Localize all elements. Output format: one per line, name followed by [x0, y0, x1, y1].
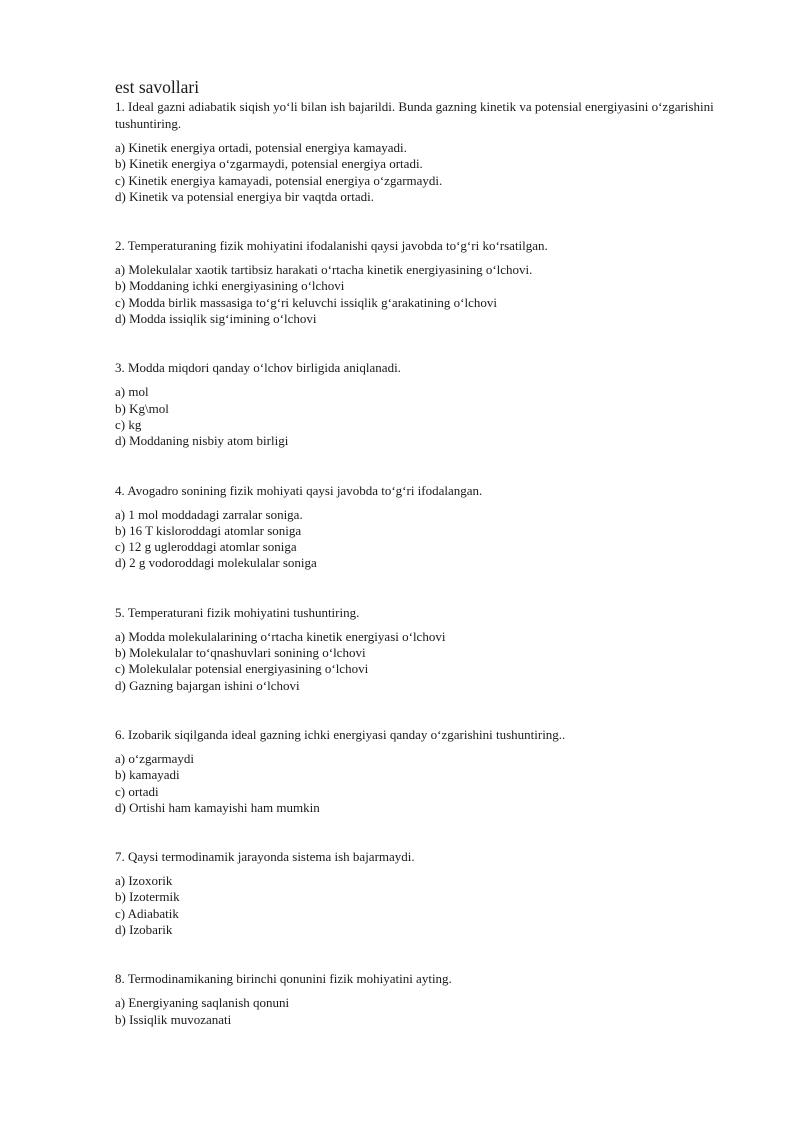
answer-option: a) Energiyaning saqlanish qonuni: [115, 995, 290, 1011]
answer-option: a) 1 mol moddadagi zarralar soniga.: [115, 506, 303, 522]
answer-options: [115, 995, 715, 1028]
question-spacer: [115, 450, 715, 482]
answer-options: [115, 140, 715, 205]
document-page: [115, 76, 715, 1028]
question-text: 2. Temperaturaning fizik mohiyatini ifodalanishi qaysi javobda to‘g‘ri ko‘rsatilgan.: [115, 238, 548, 254]
answer-option: c) Kinetik energiya kamayadi, potensial energiya o‘zgarmaydi.: [115, 172, 443, 188]
answer-option: c) Modda birlik massasiga to‘g‘ri keluvchi issiqlik g‘arakatining o‘lchovi: [115, 294, 497, 310]
answer-option: d) Izobarik: [115, 922, 173, 938]
answer-option: b) 16 T kisloroddagi atomlar soniga: [115, 522, 302, 538]
question-block: [115, 970, 715, 1028]
answer-options: [115, 751, 715, 816]
answer-option: b) Molekulalar to‘qnashuvlari sonining o‘lchovi: [115, 645, 366, 661]
answer-option: d) 2 g vodoroddagi molekulalar soniga: [115, 555, 317, 571]
question-spacer: [115, 816, 715, 848]
answer-option: b) Issiqlik muvozanati: [115, 1011, 232, 1027]
answer-options: [115, 262, 715, 327]
question-text: 4. Avogadro sonining fizik mohiyati qaysi javobda to‘g‘ri ifodalangan.: [115, 482, 483, 498]
question-text: 3. Modda miqdori qanday o‘lchov birligida aniqlanadi.: [115, 360, 401, 376]
question-block: [115, 482, 715, 572]
question-block: [115, 98, 715, 205]
answer-options: [115, 873, 715, 938]
answer-option: a) Modda molekulalarining o‘rtacha kinetik energiyasi o‘lchovi: [115, 628, 446, 644]
question-block: [115, 848, 715, 938]
question-spacer: [115, 205, 715, 237]
document-title: est savollari: [115, 77, 200, 97]
answer-option: d) Kinetik va potensial energiya bir vaqtda ortadi.: [115, 188, 374, 204]
answer-option: a) mol: [115, 384, 149, 400]
answer-option: b) Kg\mol: [115, 400, 169, 416]
answer-option: b) kamayadi: [115, 767, 180, 783]
question-block: [115, 604, 715, 694]
question-list: [115, 98, 715, 1028]
question-spacer: [115, 572, 715, 604]
question-text: 6. Izobarik siqilganda ideal gazning ichki energiyasi qanday o‘zgarishini tushuntiring..: [115, 726, 566, 742]
answer-option: c) Adiabatik: [115, 905, 179, 921]
question-spacer: [115, 938, 715, 970]
answer-option: a) Molekulalar xaotik tartibsiz harakati o‘rtacha kinetik energiyasining o‘lchovi.: [115, 262, 533, 278]
answer-option: d) Modda issiqlik sig‘imining o‘lchovi: [115, 311, 317, 327]
answer-option: b) Moddaning ichki energiyasining o‘lchovi: [115, 278, 345, 294]
question-spacer: [115, 327, 715, 359]
question-block: [115, 359, 715, 449]
answer-options: [115, 629, 715, 694]
answer-option: d) Gazning bajargan ishini o‘lchovi: [115, 677, 300, 693]
answer-option: c) kg: [115, 416, 142, 432]
question-spacer: [115, 694, 715, 726]
answer-option: a) Izoxorik: [115, 873, 173, 889]
question-text: 1. Ideal gazni adiabatik siqish yo‘li bilan ish bajarildi. Bunda gazning kinetik va potensial energiyasini o‘zgarishini tushuntiring.: [115, 99, 714, 131]
answer-options: [115, 507, 715, 572]
question-block: [115, 237, 715, 327]
question-text: 7. Qaysi termodinamik jarayonda sistema ish bajarmaydi.: [115, 849, 415, 865]
question-text: 5. Temperaturani fizik mohiyatini tushuntiring.: [115, 604, 360, 620]
answer-option: c) Molekulalar potensial energiyasining o‘lchovi: [115, 661, 369, 677]
answer-option: a) Kinetik energiya ortadi, potensial energiya kamayadi.: [115, 140, 407, 155]
answer-option: d) Ortishi ham kamayishi ham mumkin: [115, 799, 320, 815]
answer-option: a) o‘zgarmaydi: [115, 750, 195, 766]
answer-option: c) ortadi: [115, 783, 159, 799]
answer-option: b) Izotermik: [115, 889, 180, 905]
answer-option: c) 12 g ugleroddagi atomlar soniga: [115, 539, 297, 555]
answer-option: d) Moddaning nisbiy atom birligi: [115, 433, 289, 449]
question-block: [115, 726, 715, 816]
question-text: 8. Termodinamikaning birinchi qonunini fizik mohiyatini ayting.: [115, 971, 452, 987]
answer-options: [115, 384, 715, 449]
answer-option: b) Kinetik energiya o‘zgarmaydi, potensial energiya ortadi.: [115, 156, 423, 172]
